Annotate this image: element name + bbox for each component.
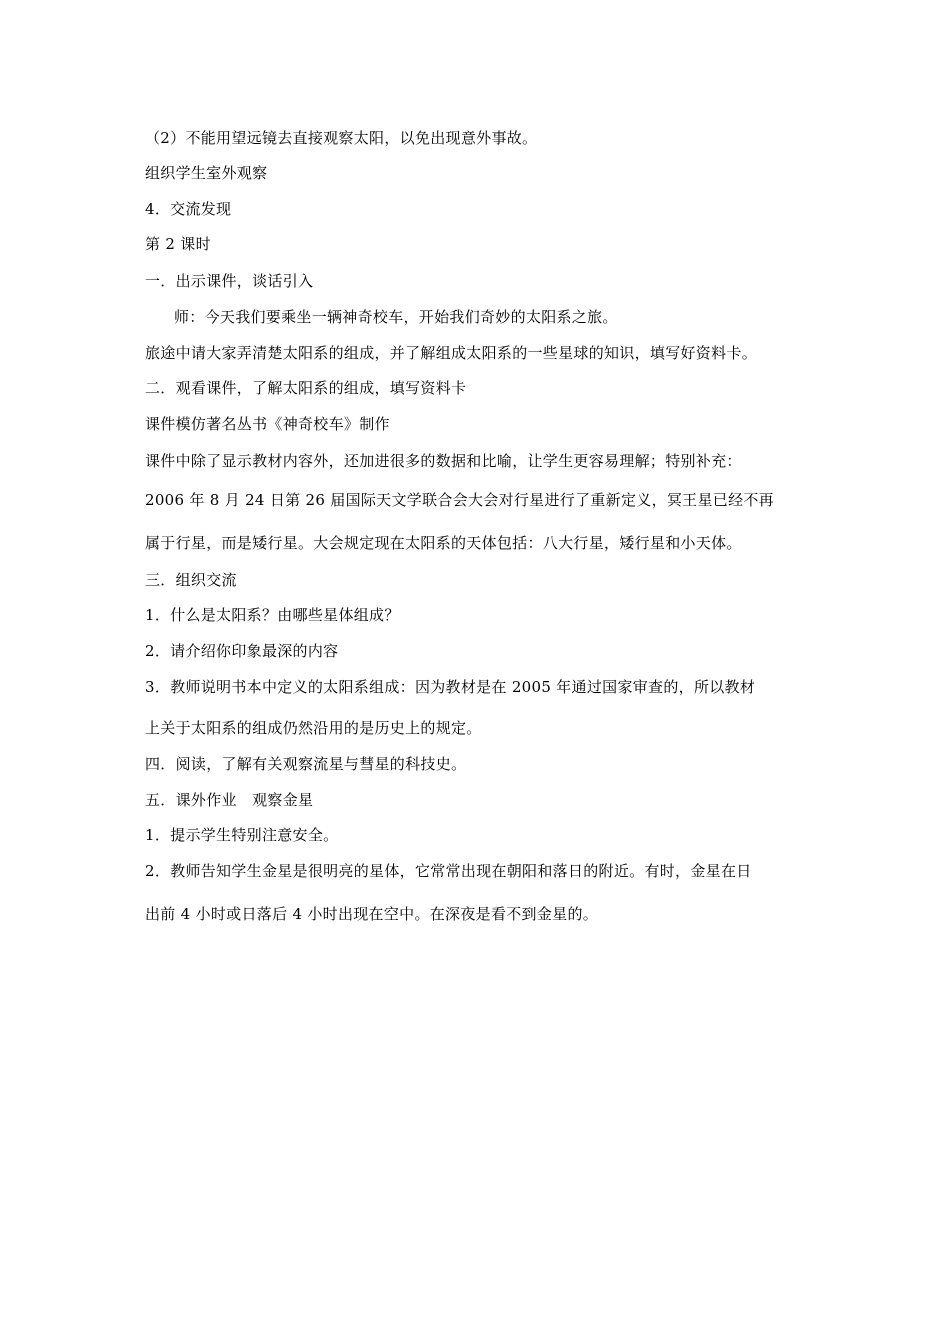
courseware-source: 课件模仿著名丛书《神奇校车》制作 xyxy=(145,415,390,433)
iau-definition-line-2: 属于行星，而是矮行星。大会规定现在太阳系的天体包括：八大行星，矮行星和小天体。 xyxy=(145,534,742,552)
homework-item-1: 1．提示学生特别注意安全。 xyxy=(145,826,339,844)
lesson-2-heading: 第 2 课时 xyxy=(145,235,211,253)
section-3-heading: 三．组织交流 xyxy=(145,571,237,589)
section-4-heading: 四．阅读，了解有关观察流星与彗星的科技史。 xyxy=(145,755,467,773)
section-2-heading: 二．观看课件，了解太阳系的组成，填写资料卡 xyxy=(145,379,467,397)
teacher-intro: 师：今天我们要乘坐一辆神奇校车，开始我们奇妙的太阳系之旅。 xyxy=(174,308,618,326)
section-5-heading: 五．课外作业 观察金星 xyxy=(145,791,314,809)
iau-definition-line-1: 2006 年 8 月 24 日第 26 届国际天文学联合会大会对行星进行了重新定义，冥王星已经不再 xyxy=(145,491,774,509)
section-1-heading: 一．出示课件，谈话引入 xyxy=(145,272,314,290)
safety-note: （2）不能用望远镜去直接观察太阳，以免出现意外事故。 xyxy=(145,129,538,147)
step-4-exchange-findings: 4．交流发现 xyxy=(145,200,232,218)
teacher-explanation-line-2: 上关于太阳系的组成仍然沿用的是历史上的规定。 xyxy=(145,719,482,737)
organize-outdoor-observation: 组织学生室外观察 xyxy=(145,164,268,182)
courseware-content-paragraph: 课件中除了显示教材内容外，还加进很多的数据和比喻，让学生更容易理解；特别补充： xyxy=(145,452,742,470)
homework-item-2-line-1: 2．教师告知学生金星是很明亮的星体，它常常出现在朝阳和落日的附近。有时，金星在日 xyxy=(145,862,752,880)
question-2: 2．请介绍你印象最深的内容 xyxy=(145,642,339,660)
question-1: 1．什么是太阳系？由哪些星体组成？ xyxy=(145,606,400,624)
homework-item-2-line-2: 出前 4 小时或日落后 4 小时出现在空中。在深夜是看不到金星的。 xyxy=(145,905,599,923)
journey-instruction: 旅途中请大家弄清楚太阳系的组成，并了解组成太阳系的一些星球的知识，填写好资料卡。 xyxy=(145,344,758,362)
teacher-explanation-line-1: 3．教师说明书本中定义的太阳系组成：因为教材是在 2005 年通过国家审查的，所以教材 xyxy=(145,678,756,696)
